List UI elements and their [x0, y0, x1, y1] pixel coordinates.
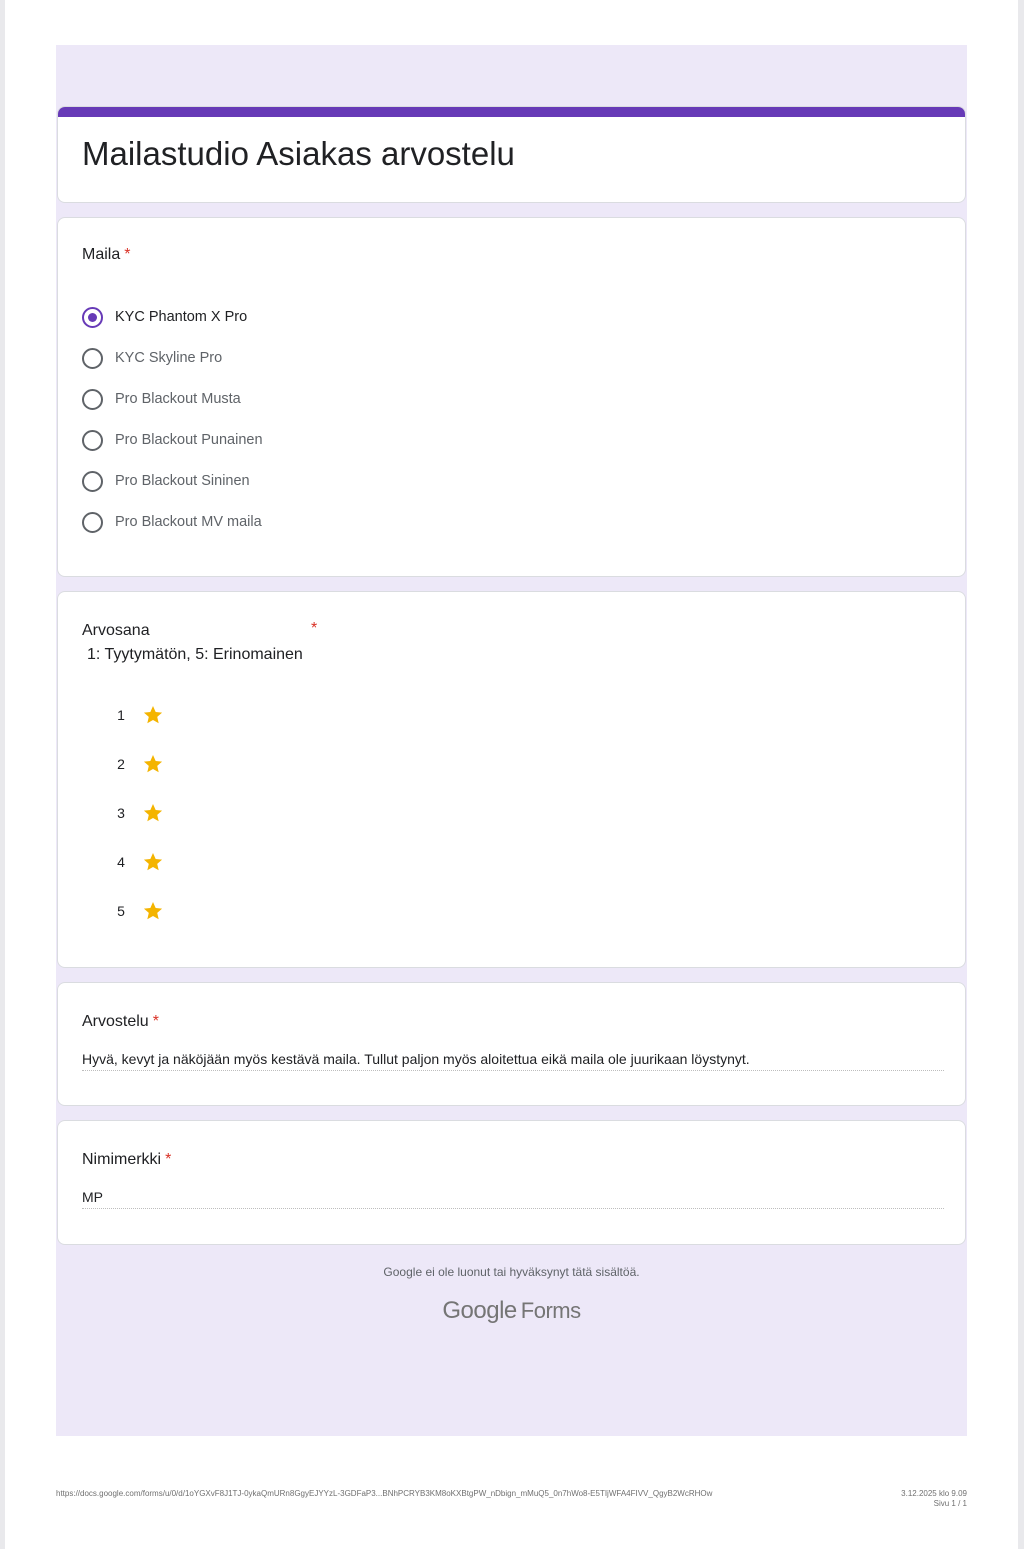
rating-level-label: 4 [117, 854, 125, 870]
forms-wordmark: Forms [520, 1298, 581, 1323]
star-icon[interactable] [142, 753, 164, 775]
rating-level-label: 2 [117, 756, 125, 772]
radio-option-pro-blackout-sininen[interactable] [82, 470, 250, 492]
radio-option-label: Pro Blackout Musta [115, 391, 241, 407]
radio-option-label: Pro Blackout Sininen [115, 473, 250, 489]
print-date: 3.12.2025 klo 9.09 [901, 1489, 967, 1498]
question-label: Nimimerkki [82, 1151, 162, 1168]
header-accent-bar [58, 107, 965, 117]
star-icon[interactable] [142, 704, 164, 726]
radio-button[interactable] [82, 389, 103, 410]
question-label: Maila [82, 246, 121, 263]
print-url: https://docs.google.com/forms/u/0/d/1oYGXvF8J1TJ-0ykaQmURn8GgyEJYYzL-3GDFaP3...BNhPCRYB3KM8oKXBtgPW_nDbign_mMuQ5_0n7hWo8-E5TIjWFA4FIVV_QgyB2WcRHOw [56, 1489, 713, 1498]
google-wordmark: Google [442, 1297, 517, 1324]
question-card-maila [57, 217, 966, 577]
radio-option-label: KYC Skyline Pro [115, 350, 223, 366]
question-label: Arvostelu [82, 1013, 149, 1030]
question-description: 1: Tyytymätön, 5: Erinomainen [87, 646, 303, 663]
google-forms-logo[interactable] [56, 1297, 967, 1325]
google-disclaimer: Google ei ole luonut tai hyväksynyt tätä sisältöä. [383, 1265, 640, 1279]
radio-option-label: Pro Blackout MV maila [115, 514, 262, 530]
required-asterisk: * [311, 620, 318, 637]
star-icon[interactable] [142, 802, 164, 824]
rating-option-5[interactable] [114, 899, 164, 923]
print-meta [901, 1489, 967, 1509]
question-card-nimimerkki [57, 1120, 966, 1245]
radio-button-checked[interactable] [82, 307, 103, 328]
radio-option-pro-blackout-punainen[interactable] [82, 429, 263, 451]
review-answer-field[interactable]: Hyvä, kevyt ja näköjään myös kestävä maila. Tullut paljon myös aloitettua eikä maila ole juurikaan löystynyt. [82, 1051, 944, 1071]
radio-button[interactable] [82, 430, 103, 451]
radio-option-kyc-phantom-x-pro[interactable] [82, 306, 247, 328]
radio-button[interactable] [82, 471, 103, 492]
rating-option-4[interactable] [114, 850, 164, 874]
radio-option-kyc-skyline-pro[interactable] [82, 347, 222, 369]
required-asterisk: * [152, 1013, 159, 1030]
question-title [82, 1151, 171, 1169]
radio-option-label: KYC Phantom X Pro [115, 309, 248, 325]
rating-option-2[interactable] [114, 752, 164, 776]
radio-button[interactable] [82, 512, 103, 533]
radio-option-pro-blackout-mv-maila[interactable] [82, 511, 262, 533]
question-title [82, 246, 130, 264]
radio-option-label: Pro Blackout Punainen [115, 432, 263, 448]
star-icon[interactable] [142, 851, 164, 873]
question-title [82, 1013, 159, 1031]
form-title: Mailastudio Asiakas arvostelu [82, 135, 515, 172]
rating-option-3[interactable] [114, 801, 164, 825]
required-asterisk: * [165, 1151, 172, 1168]
page-number: Sivu 1 / 1 [933, 1499, 967, 1508]
required-asterisk: * [124, 246, 131, 263]
page-edge-right [1018, 0, 1024, 1549]
star-icon[interactable] [142, 900, 164, 922]
page-edge-left [0, 0, 5, 1549]
rating-option-1[interactable] [114, 703, 164, 727]
radio-button[interactable] [82, 348, 103, 369]
form-header-card [57, 106, 966, 203]
nickname-answer-field[interactable]: MP [82, 1189, 944, 1209]
rating-level-label: 1 [117, 707, 125, 723]
question-label: Arvosana [82, 622, 150, 639]
question-card-arvosana [57, 591, 966, 968]
question-card-arvostelu [57, 982, 966, 1106]
rating-level-label: 3 [117, 805, 125, 821]
rating-level-label: 5 [117, 903, 125, 919]
radio-option-pro-blackout-musta[interactable] [82, 388, 241, 410]
